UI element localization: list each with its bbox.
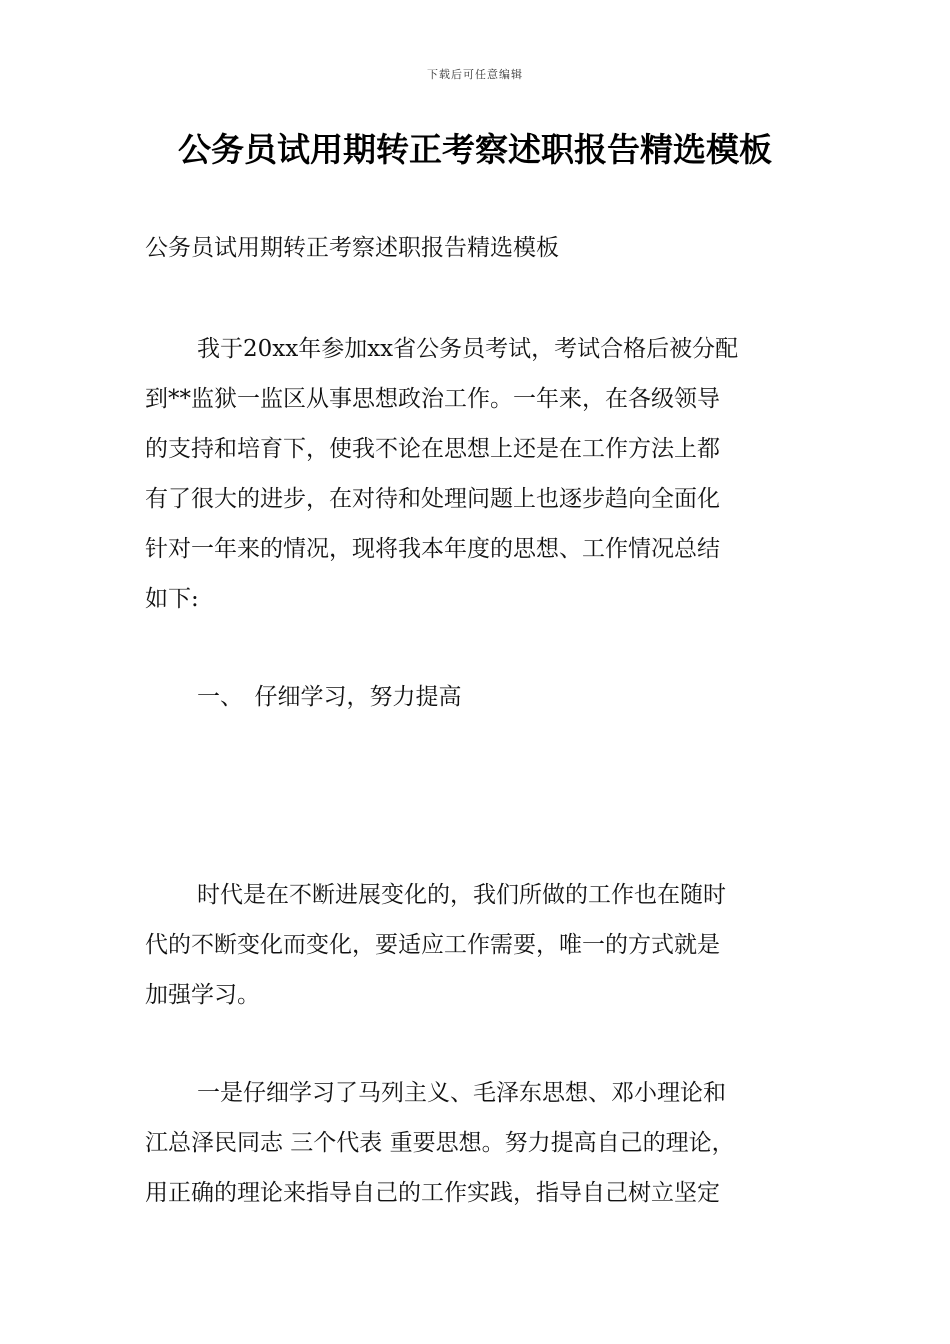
header-note: 下载后可任意编辑	[427, 68, 523, 81]
paragraph-line: 如下:	[145, 586, 199, 612]
section-heading-1: 一、 仔细学习，努力提高	[197, 684, 462, 710]
paragraph-line: 的支持和培育下，使我不论在思想上还是在工作方法上都	[145, 436, 720, 462]
paragraph-intro	[145, 324, 805, 624]
paragraph-theory	[145, 1068, 835, 1218]
paragraph-line: 到**监狱一监区从事思想政治工作。一年来，在各级领导	[145, 386, 720, 412]
paragraph-line: 代的不断变化而变化，要适应工作需要，唯一的方式就是	[145, 932, 720, 958]
paragraph-line: 加强学习。	[145, 982, 260, 1008]
paragraph-line: 用正确的理论来指导自己的工作实践，指导自己树立坚定	[145, 1180, 720, 1206]
paragraph-line: 一是仔细学习了马列主义、毛泽东思想、邓小理论和	[197, 1080, 726, 1106]
paragraph-line: 我于20xx年参加xx省公务员考试，考试合格后被分配	[197, 336, 739, 362]
paragraph-line: 针对一年来的情况，现将我本年度的思想、工作情况总结	[145, 536, 720, 562]
paragraph-study	[145, 870, 805, 1020]
page-title: 公务员试用期转正考察述职报告精选模板	[178, 130, 772, 169]
paragraph-line: 江总泽民同志 三个代表 重要思想。努力提高自己的理论，	[145, 1130, 735, 1156]
paragraph-line: 时代是在不断进展变化的，我们所做的工作也在随时	[197, 882, 726, 908]
paragraph-line: 有了很大的进步，在对待和处理问题上也逐步趋向全面化	[145, 486, 720, 512]
subtitle: 公务员试用期转正考察述职报告精选模板	[145, 235, 559, 261]
